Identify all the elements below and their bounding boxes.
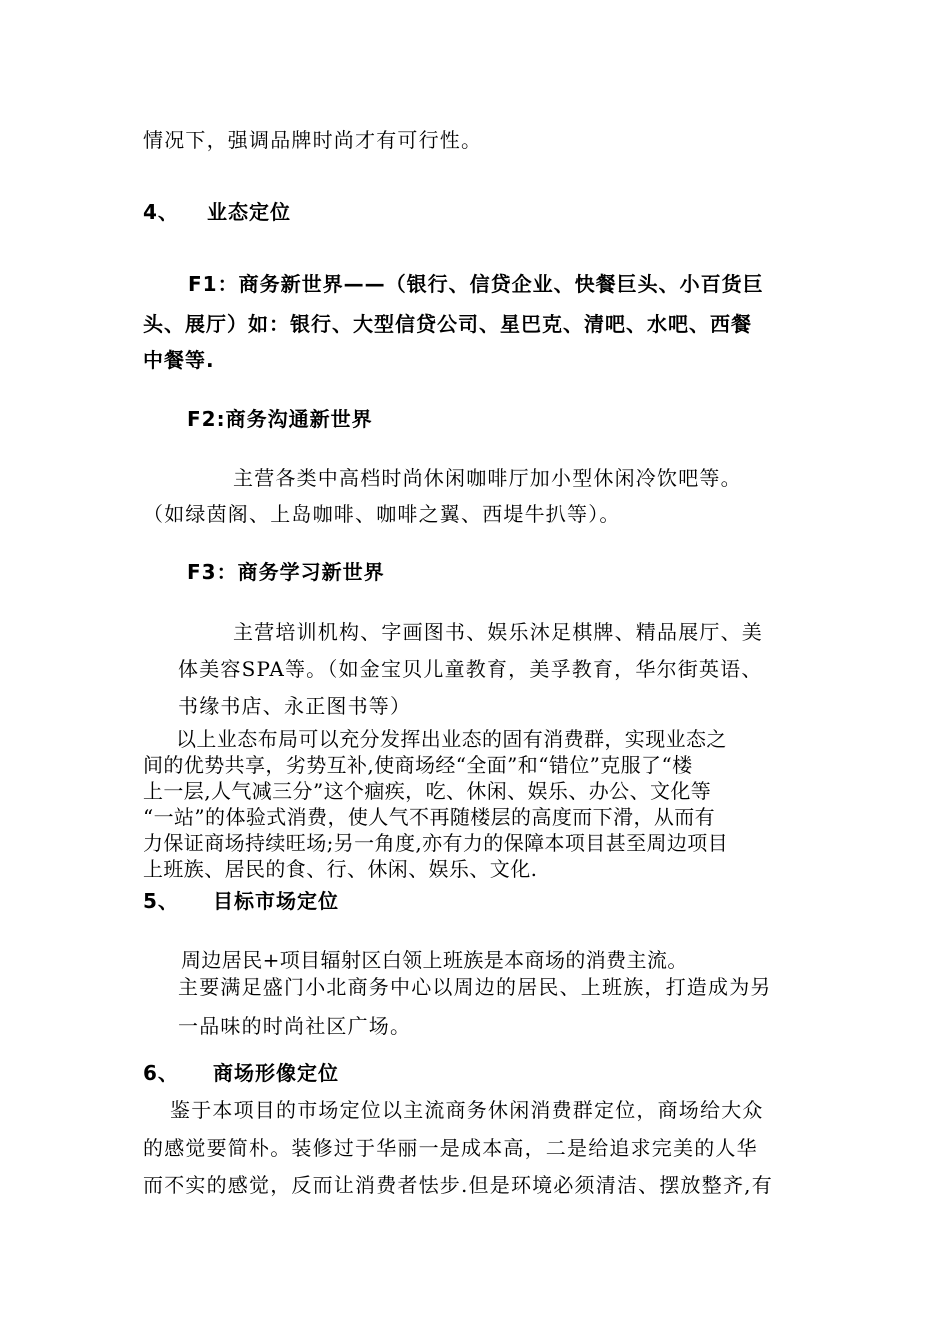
summary-line-3: 上一层,人气减三分”这个痼疾，吃、休闲、娱乐、办公、文化等 bbox=[143, 779, 712, 803]
f3-line-1: 主营培训机构、字画图书、娱乐沐足棋牌、精品展厅、美 bbox=[233, 620, 763, 644]
section-6-number: 6、 bbox=[143, 1061, 179, 1085]
section-6-line-3: 而不实的感觉，反而让消费者怯步.但是环境必须清洁、摆放整齐,有 bbox=[143, 1173, 773, 1197]
f1-line-3: 中餐等. bbox=[143, 348, 215, 372]
section-4-number: 4、 bbox=[143, 200, 179, 224]
f1-line-1: F1：商务新世界——（银行、信贷企业、快餐巨头、小百货巨 bbox=[188, 272, 764, 296]
f2-line-1: 主营各类中高档时尚休闲咖啡厅加小型休闲冷饮吧等。 bbox=[233, 466, 742, 490]
section-6-heading bbox=[143, 1057, 339, 1086]
f1-line-2: 头、展厅）如：银行、大型信贷公司、星巴克、清吧、水吧、西餐 bbox=[143, 312, 752, 336]
intro-line: 情况下，强调品牌时尚才有可行性。 bbox=[143, 128, 483, 152]
summary-line-4: “一站”的体验式消费，使人气不再随楼层的高度而下滑，从而有 bbox=[143, 805, 716, 829]
f2-heading: F2:商务沟通新世界 bbox=[187, 407, 373, 431]
summary-line-1: 以上业态布局可以充分发挥出业态的固有消费群，实现业态之 bbox=[176, 727, 727, 751]
section-5-number: 5、 bbox=[143, 889, 179, 913]
f2-line-2: （如绿茵阁、上岛咖啡、咖啡之翼、西堤牛扒等）。 bbox=[143, 502, 621, 526]
f3-line-2: 体美容SPA等。（如金宝贝儿童教育，美孚教育，华尔街英语、 bbox=[178, 657, 763, 681]
section-6-line-2: 的感觉要简朴。装修过于华丽一是成本高，二是给追求完美的人华 bbox=[143, 1136, 758, 1160]
section-6-line-1: 鉴于本项目的市场定位以主流商务休闲消费群定位，商场给大众 bbox=[170, 1098, 764, 1122]
section-5-heading bbox=[143, 885, 339, 914]
section-5-line-3: 一品味的时尚社区广场。 bbox=[178, 1014, 412, 1038]
section-5-line-1: 周边居民+项目辐射区白领上班族是本商场的消费主流。 bbox=[181, 948, 688, 972]
section-5-line-2: 主要满足盛门小北商务中心以周边的居民、上班族，打造成为另 bbox=[178, 975, 772, 999]
section-6-title: 商场形像定位 bbox=[213, 1061, 339, 1085]
f3-heading: F3：商务学习新世界 bbox=[187, 560, 385, 584]
summary-line-5: 力保证商场持续旺场;另一角度,亦有力的保障本项目甚至周边项目 bbox=[143, 831, 729, 855]
section-4-title: 业态定位 bbox=[207, 200, 291, 224]
section-5-title: 目标市场定位 bbox=[213, 889, 339, 913]
f3-line-3: 书缘书店、永正图书等） bbox=[178, 694, 412, 718]
summary-line-6: 上班族、居民的食、行、休闲、娱乐、文化. bbox=[143, 857, 538, 881]
summary-line-2: 间的优势共享，劣势互补,使商场经“全面”和“错位”克服了“楼 bbox=[143, 753, 693, 777]
section-4-heading bbox=[143, 196, 291, 225]
